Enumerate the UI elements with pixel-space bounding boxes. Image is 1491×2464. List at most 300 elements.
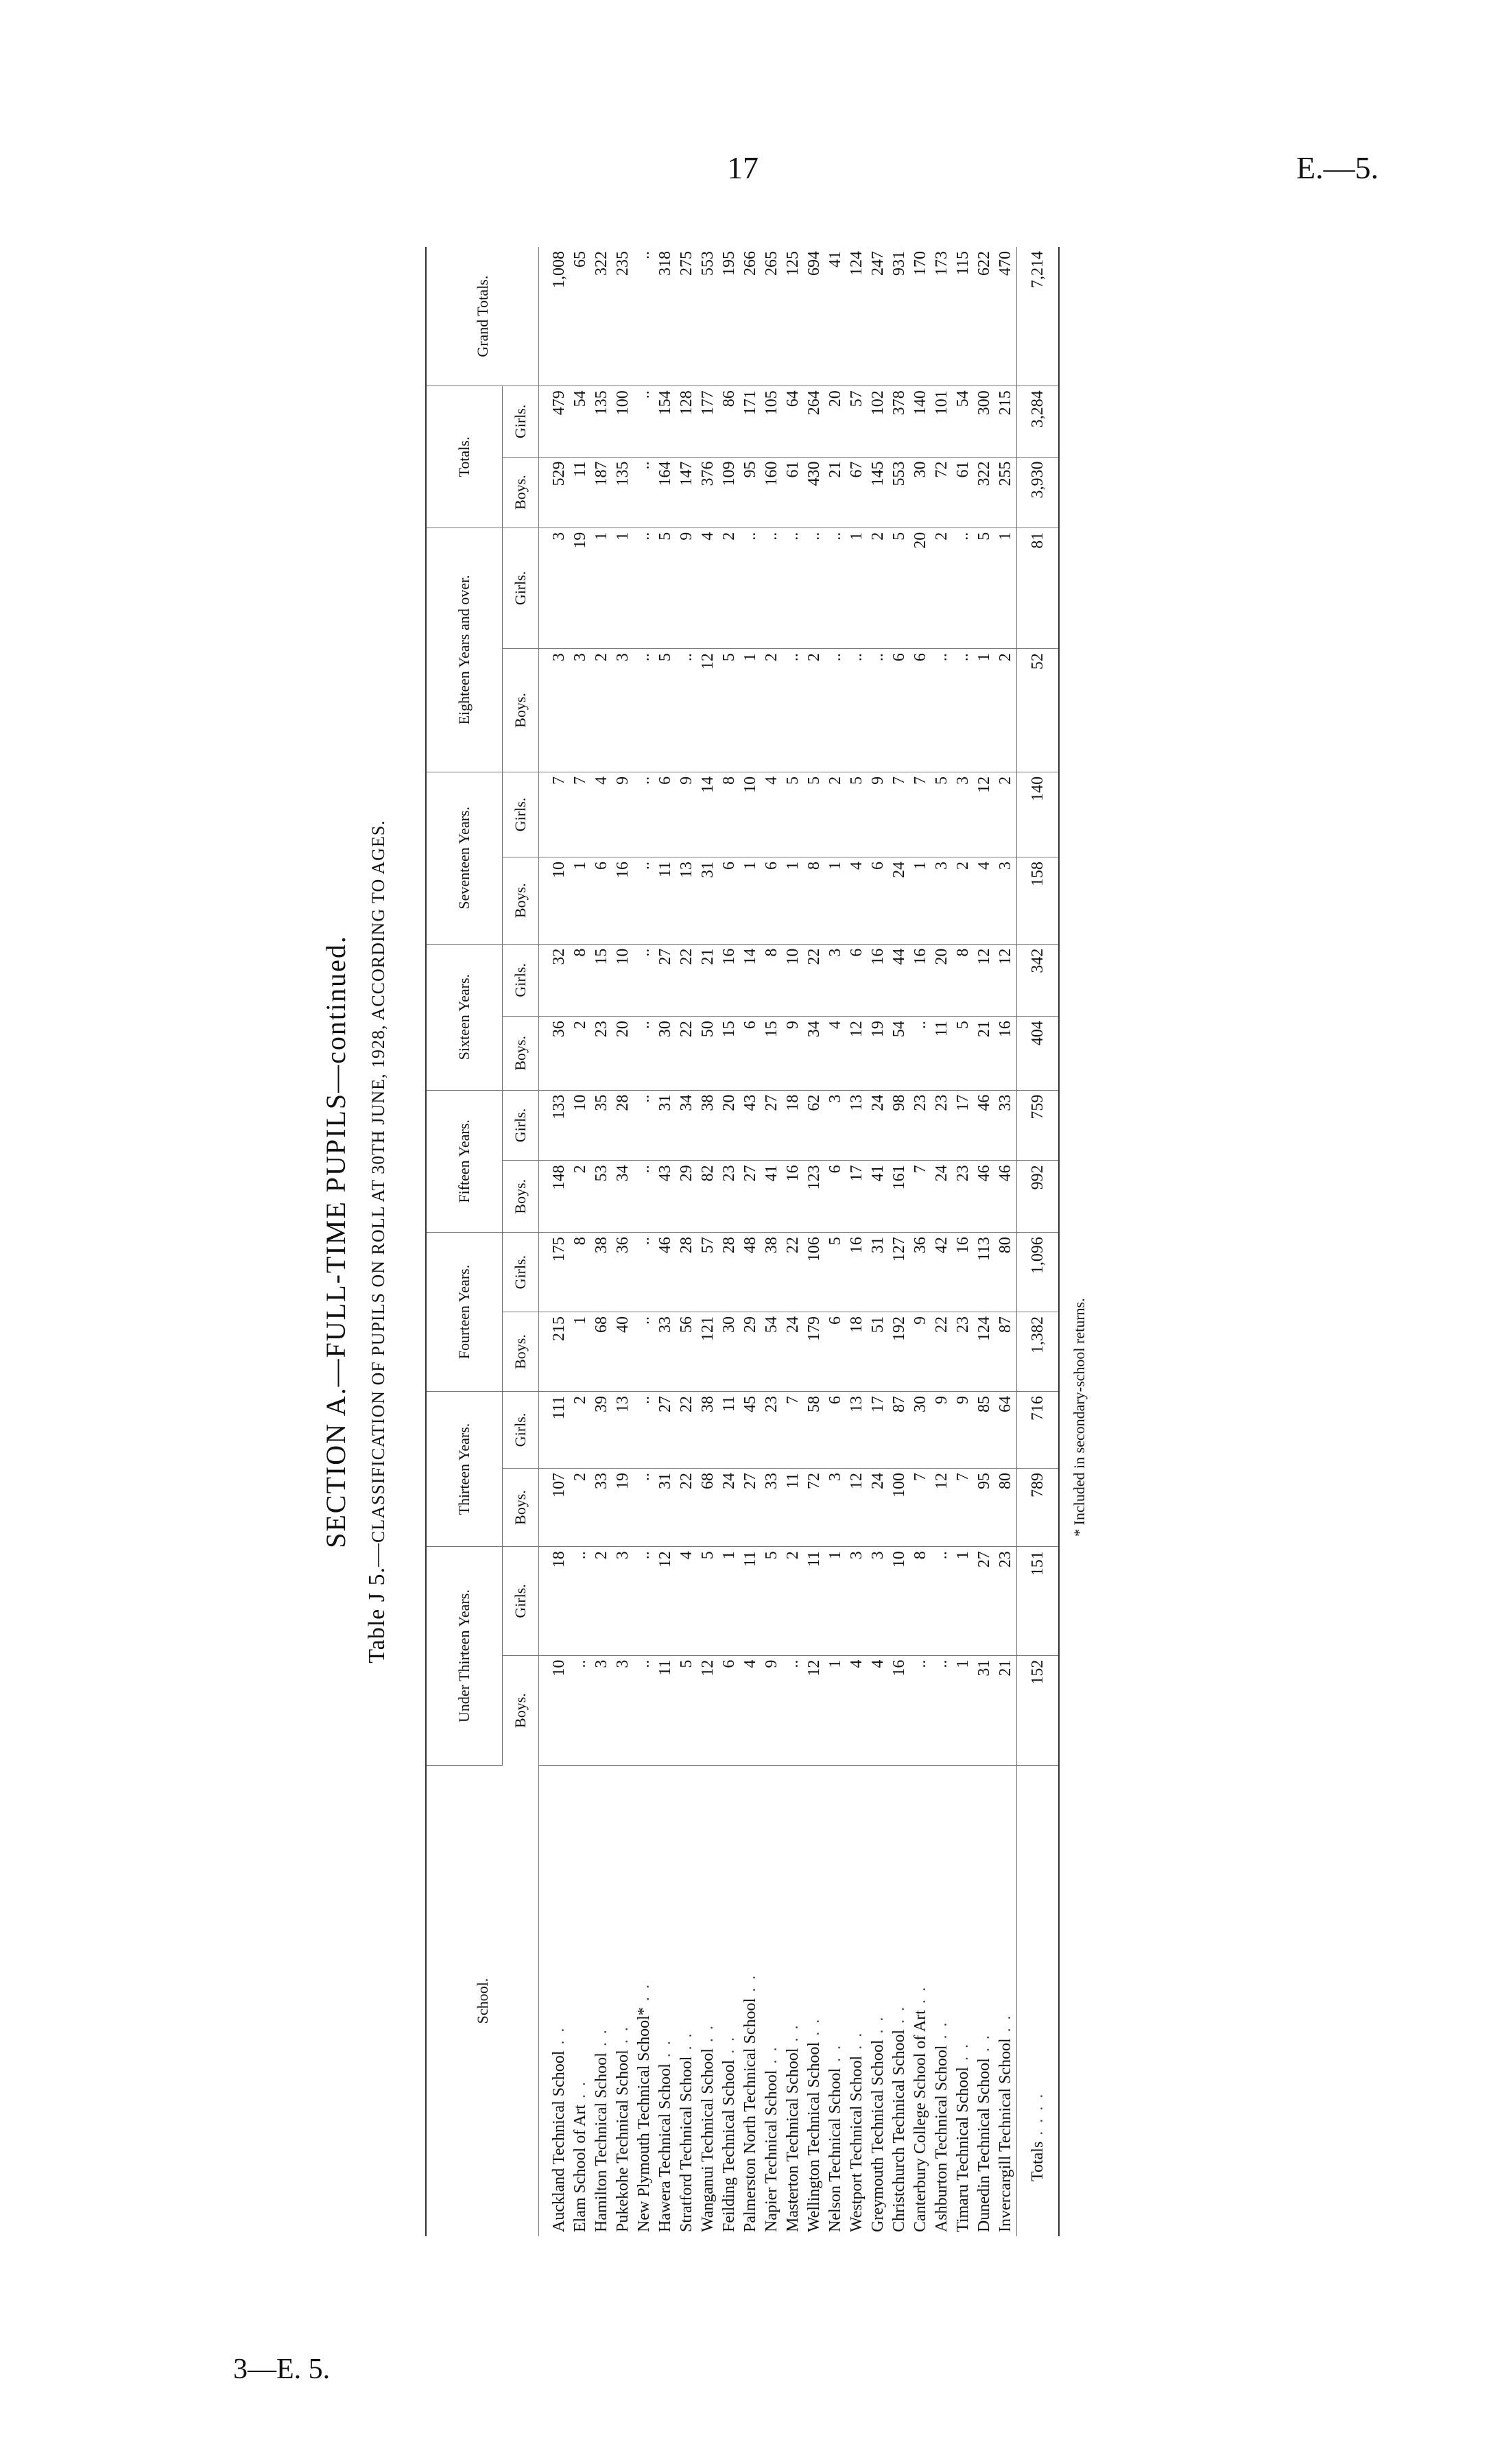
leader-dots: . . (784, 2023, 802, 2048)
value-cell: 1 (719, 1547, 740, 1655)
table-row (846, 247, 868, 2236)
value-cell: .. (825, 649, 846, 772)
value-cell: 6 (719, 857, 740, 945)
value-cell: 61 (783, 457, 804, 528)
table-row (974, 247, 995, 2236)
value-cell: 95 (974, 1468, 995, 1546)
table-row (676, 247, 697, 2236)
leader-dots: . . . . (1028, 2092, 1047, 2142)
value-cell: 175 (539, 1233, 571, 1312)
value-cell: .. (570, 1547, 591, 1655)
value-cell: 158 (1017, 857, 1060, 945)
value-cell: 23 (953, 1161, 974, 1233)
grand-total-cell: 1,008 (539, 247, 571, 386)
value-cell: 30 (655, 1017, 676, 1091)
value-cell: 9 (676, 528, 697, 648)
value-cell: 27 (974, 1547, 995, 1655)
value-cell: 161 (889, 1161, 910, 1233)
girls-header: Girls. (503, 386, 539, 457)
school-name-text: Totals (1028, 2141, 1047, 2181)
value-cell: 135 (612, 457, 634, 528)
grand-total-cell: 170 (910, 247, 931, 386)
value-cell: 8 (570, 944, 591, 1017)
school-name-text: Pukekohe Technical School (614, 2050, 632, 2232)
value-cell: .. (634, 1233, 655, 1312)
value-cell: 44 (889, 944, 910, 1017)
table-row (591, 247, 612, 2236)
value-cell: 5 (719, 649, 740, 772)
school-name (868, 1766, 889, 2237)
value-cell: 22 (783, 1233, 804, 1312)
value-cell: 7 (539, 772, 571, 857)
value-cell: 140 (910, 386, 931, 457)
school-name (783, 1766, 804, 2237)
school-name (591, 1766, 612, 2237)
value-cell: 3 (612, 1655, 634, 1765)
value-cell: 3,930 (1017, 457, 1060, 528)
value-cell: 22 (676, 1468, 697, 1546)
value-cell: 31 (655, 1468, 676, 1546)
value-cell: 2 (761, 649, 783, 772)
value-cell: 171 (740, 386, 761, 457)
value-cell: 1,096 (1017, 1233, 1060, 1312)
footnote: * Included in secondary-school returns. (1071, 1298, 1088, 1537)
leader-dots: . . (890, 2004, 908, 2030)
value-cell: 3 (570, 649, 591, 772)
value-cell: .. (783, 649, 804, 772)
value-cell: 127 (889, 1233, 910, 1312)
value-cell: 21 (995, 1655, 1017, 1765)
value-cell: .. (634, 1161, 655, 1233)
table-row (931, 247, 953, 2236)
value-cell: 21 (825, 457, 846, 528)
school-header: School. (426, 1766, 539, 2237)
school-name-text: Feilding Technical School (720, 2059, 738, 2232)
value-cell: 16 (953, 1233, 974, 1312)
school-name (931, 1766, 953, 2237)
age-classification-table (425, 247, 1060, 2236)
school-name-text: Palmerston North Technical School (741, 1998, 759, 2232)
school-name-text: Christchurch Technical School (890, 2029, 908, 2232)
value-cell: 179 (804, 1312, 825, 1392)
value-cell: 11 (931, 1017, 953, 1091)
value-cell: 86 (719, 386, 740, 457)
grand-total-cell: 235 (612, 247, 634, 386)
value-cell: 28 (612, 1090, 634, 1161)
value-cell: 12 (697, 649, 719, 772)
value-cell: 20 (931, 944, 953, 1017)
grand-totals-header: Grand Totals. (426, 247, 539, 386)
value-cell: 2 (953, 857, 974, 945)
value-cell: .. (931, 1547, 953, 1655)
value-cell: 12 (846, 1468, 868, 1546)
table-row (740, 247, 761, 2236)
school-name (889, 1766, 910, 2237)
value-cell: 43 (740, 1090, 761, 1161)
value-cell: 101 (931, 386, 953, 457)
value-cell: 105 (761, 386, 783, 457)
value-cell: 27 (740, 1468, 761, 1546)
leader-dots: . . (571, 2080, 589, 2105)
value-cell: 36 (612, 1233, 634, 1312)
table-row (995, 247, 1017, 2236)
value-cell: 16 (846, 1233, 868, 1312)
value-cell: 529 (539, 457, 571, 528)
value-cell: 6 (825, 1312, 846, 1392)
school-name-text: Auckland Technical School (550, 2050, 568, 2232)
value-cell: 30 (910, 457, 931, 528)
grand-total-cell: 247 (868, 247, 889, 386)
value-cell: 121 (697, 1312, 719, 1392)
value-cell: 107 (539, 1468, 571, 1546)
value-cell: 9 (931, 1391, 953, 1468)
value-cell: 19 (868, 1017, 889, 1091)
table-row (761, 247, 783, 2236)
value-cell: 35 (591, 1090, 612, 1161)
table-row (655, 247, 676, 2236)
value-cell: 2 (570, 1468, 591, 1546)
grand-total-cell: 275 (676, 247, 697, 386)
grand-total-cell: 7,214 (1017, 247, 1060, 386)
school-name-text: Greymouth Technical School (869, 2039, 887, 2232)
value-cell: 164 (655, 457, 676, 528)
value-cell: 38 (697, 1391, 719, 1468)
value-cell: 34 (804, 1017, 825, 1091)
boys-header: Boys. (503, 1161, 539, 1233)
value-cell: 22 (676, 1017, 697, 1091)
value-cell: 135 (591, 386, 612, 457)
value-cell: 14 (740, 944, 761, 1017)
value-cell: 28 (676, 1233, 697, 1312)
value-cell: 147 (676, 457, 697, 528)
girls-header: Girls. (503, 944, 539, 1017)
school-name (910, 1766, 931, 2237)
value-cell: 10 (570, 1090, 591, 1161)
value-cell: 430 (804, 457, 825, 528)
school-name (974, 1766, 995, 2237)
value-cell: 24 (868, 1090, 889, 1161)
value-cell: 11 (740, 1547, 761, 1655)
grand-total-cell: 65 (570, 247, 591, 386)
value-cell: 123 (804, 1161, 825, 1233)
value-cell: 68 (697, 1468, 719, 1546)
value-cell: 255 (995, 457, 1017, 528)
grand-total-cell: 931 (889, 247, 910, 386)
value-cell: .. (634, 1090, 655, 1161)
value-cell: .. (634, 1655, 655, 1765)
value-cell: .. (953, 528, 974, 648)
school-name (953, 1766, 974, 2237)
school-name-text: Hamilton Technical School (593, 2052, 610, 2232)
value-cell: 152 (1017, 1655, 1060, 1765)
value-cell: 2 (570, 1017, 591, 1091)
school-name-text: Wanganui Technical School (699, 2048, 717, 2232)
value-cell: 145 (868, 457, 889, 528)
value-cell: 553 (889, 457, 910, 528)
value-cell: 15 (591, 944, 612, 1017)
value-cell: 187 (591, 457, 612, 528)
value-cell: 68 (591, 1312, 612, 1392)
value-cell: 7 (889, 772, 910, 857)
value-cell: 36 (539, 1017, 571, 1091)
value-cell: 1 (740, 649, 761, 772)
value-cell: 5 (846, 772, 868, 857)
value-cell: 29 (740, 1312, 761, 1392)
value-cell: .. (634, 857, 655, 945)
value-cell: 15 (719, 1017, 740, 1091)
value-cell: 54 (889, 1017, 910, 1091)
value-cell: 33 (655, 1312, 676, 1392)
value-cell: 42 (931, 1233, 953, 1312)
school-name-text: Elam School of Art (571, 2105, 589, 2232)
value-cell: 12 (931, 1468, 953, 1546)
value-cell: 3 (612, 1547, 634, 1655)
value-cell: 5 (804, 772, 825, 857)
leader-dots: . . (933, 2020, 951, 2046)
totals-row (1017, 247, 1060, 2236)
value-cell: 67 (846, 457, 868, 528)
value-cell: 7 (910, 1161, 931, 1233)
value-cell: 1 (846, 528, 868, 648)
school-name (612, 1766, 634, 2237)
leader-dots: . . (593, 2028, 610, 2053)
value-cell: 992 (1017, 1161, 1060, 1233)
value-cell: 46 (974, 1090, 995, 1161)
value-cell: 109 (719, 457, 740, 528)
table-row (804, 247, 825, 2236)
group-header: Under Thirteen Years. (426, 1547, 503, 1766)
page-number: 17 (727, 150, 759, 185)
value-cell: 2 (995, 772, 1017, 857)
value-cell: 4 (676, 1547, 697, 1655)
value-cell: .. (634, 457, 655, 528)
value-cell: 3 (825, 1468, 846, 1546)
leader-dots: . . (848, 2030, 866, 2056)
value-cell: 48 (740, 1233, 761, 1312)
girls-header: Girls. (503, 1233, 539, 1312)
group-header: Fifteen Years. (426, 1090, 503, 1232)
value-cell: 3 (539, 649, 571, 772)
value-cell: 21 (974, 1017, 995, 1091)
value-cell: 10 (740, 772, 761, 857)
value-cell: 20 (825, 386, 846, 457)
value-cell: 9 (910, 1312, 931, 1392)
value-cell: 3,284 (1017, 386, 1060, 457)
value-cell: 300 (974, 386, 995, 457)
value-cell: 4 (825, 1017, 846, 1091)
school-name (761, 1766, 783, 2237)
grand-total-cell: 125 (783, 247, 804, 386)
table-body (539, 247, 1060, 2236)
school-name-text: Canterbury College School of Art (911, 2010, 929, 2232)
value-cell: 716 (1017, 1391, 1060, 1468)
value-cell: .. (761, 528, 783, 648)
value-cell: .. (634, 528, 655, 648)
value-cell: 11 (655, 1655, 676, 1765)
value-cell: 12 (995, 944, 1017, 1017)
value-cell: 9 (761, 1655, 783, 1765)
value-cell: 4 (740, 1655, 761, 1765)
value-cell: 789 (1017, 1468, 1060, 1546)
value-cell: 4 (591, 772, 612, 857)
school-name-text: Masterton Technical School (784, 2048, 802, 2232)
value-cell: 1 (953, 1547, 974, 1655)
value-cell: 54 (953, 386, 974, 457)
boys-header: Boys. (503, 649, 539, 772)
value-cell: 479 (539, 386, 571, 457)
value-cell: 57 (846, 386, 868, 457)
value-cell: 58 (804, 1391, 825, 1468)
section-title: SECTION A.—FULL-TIME PUPILS—continued. (320, 935, 351, 1548)
girls-header: Girls. (503, 772, 539, 857)
school-name-text: Nelson Technical School (826, 2068, 844, 2232)
value-cell: 6 (868, 857, 889, 945)
value-cell: 11 (570, 457, 591, 528)
table-row (612, 247, 634, 2236)
leader-dots: . . (635, 1982, 653, 2008)
value-cell: 124 (974, 1312, 995, 1392)
value-cell: 39 (591, 1391, 612, 1468)
value-cell: 5 (761, 1547, 783, 1655)
school-name (634, 1766, 655, 2237)
value-cell: 9 (676, 772, 697, 857)
value-cell: 1 (740, 857, 761, 945)
value-cell: 17 (953, 1090, 974, 1161)
value-cell: 6 (889, 649, 910, 772)
value-cell: 1 (783, 857, 804, 945)
boys-header: Boys. (503, 857, 539, 945)
value-cell: 133 (539, 1090, 571, 1161)
value-cell: 36 (910, 1233, 931, 1312)
value-cell: 24 (719, 1468, 740, 1546)
school-name-text: Invercargill Technical School (997, 2038, 1014, 2232)
value-cell: .. (953, 649, 974, 772)
grand-total-cell: 173 (931, 247, 953, 386)
value-cell: 11 (783, 1468, 804, 1546)
value-cell: 43 (655, 1161, 676, 1233)
value-cell: 100 (889, 1468, 910, 1546)
table-row (697, 247, 719, 2236)
value-cell: .. (804, 528, 825, 648)
value-cell: 6 (591, 857, 612, 945)
grand-total-cell: 318 (655, 247, 676, 386)
school-name (825, 1766, 846, 2237)
value-cell: 5 (931, 772, 953, 857)
value-cell: 12 (655, 1547, 676, 1655)
value-cell: 22 (676, 1391, 697, 1468)
value-cell: 33 (995, 1090, 1017, 1161)
leader-dots: . . (720, 2035, 738, 2060)
table-title (357, 247, 398, 2236)
group-header: Eighteen Years and over. (426, 528, 503, 772)
value-cell: 61 (953, 457, 974, 528)
value-cell: 23 (591, 1017, 612, 1091)
value-cell: 8 (953, 944, 974, 1017)
value-cell: 1 (953, 1655, 974, 1765)
grand-total-cell: 265 (761, 247, 783, 386)
value-cell: 33 (761, 1468, 783, 1546)
value-cell: 4 (846, 1655, 868, 1765)
girls-header: Girls. (503, 528, 539, 648)
page-code-top: E.—5. (1296, 150, 1379, 185)
value-cell: 13 (676, 857, 697, 945)
value-cell: 7 (570, 772, 591, 857)
value-cell: 7 (910, 772, 931, 857)
grand-total-cell: 322 (591, 247, 612, 386)
value-cell: 5 (697, 1547, 719, 1655)
value-cell: 4 (868, 1655, 889, 1765)
value-cell: 148 (539, 1161, 571, 1233)
school-name-text: Westport Technical School (848, 2055, 866, 2232)
value-cell: 31 (655, 1090, 676, 1161)
rotated-table-block (315, 247, 1276, 2236)
value-cell: 19 (570, 528, 591, 648)
value-cell: 29 (676, 1161, 697, 1233)
value-cell: .. (931, 1655, 953, 1765)
value-cell: 5 (825, 1233, 846, 1312)
value-cell: 1 (995, 528, 1017, 648)
value-cell: 34 (676, 1090, 697, 1161)
grand-total-cell: 124 (846, 247, 868, 386)
value-cell: 6 (825, 1161, 846, 1233)
value-cell: 53 (591, 1161, 612, 1233)
page-code-bottom: 3—E. 5. (233, 2354, 331, 2385)
value-cell: 31 (974, 1655, 995, 1765)
table-row (634, 247, 655, 2236)
value-cell: 404 (1017, 1017, 1060, 1091)
value-cell: 51 (868, 1312, 889, 1392)
value-cell: 4 (697, 528, 719, 648)
group-header: Thirteen Years. (426, 1391, 503, 1546)
value-cell: .. (931, 649, 953, 772)
value-cell: 4 (974, 857, 995, 945)
value-cell: 13 (612, 1391, 634, 1468)
grand-total-cell: 195 (719, 247, 740, 386)
value-cell: 3 (612, 649, 634, 772)
leader-dots: . . (699, 2024, 717, 2049)
value-cell: 18 (846, 1312, 868, 1392)
boys-header: Boys. (503, 1468, 539, 1546)
girls-header: Girls. (503, 1547, 539, 1655)
value-cell: 80 (995, 1468, 1017, 1546)
value-cell: 23 (953, 1312, 974, 1392)
value-cell: .. (634, 1312, 655, 1392)
value-cell: 9 (868, 772, 889, 857)
value-cell: 8 (804, 857, 825, 945)
school-name (846, 1766, 868, 2237)
value-cell: 8 (761, 944, 783, 1017)
school-name-text: Hawera Technical School (656, 2063, 674, 2232)
value-cell: 10 (539, 857, 571, 945)
value-cell: 80 (995, 1233, 1017, 1312)
value-cell: 160 (761, 457, 783, 528)
value-cell: .. (634, 1547, 655, 1655)
value-cell: 16 (612, 857, 634, 945)
school-name-text: Napier Technical School (763, 2070, 780, 2232)
table-row (783, 247, 804, 2236)
value-cell: .. (846, 649, 868, 772)
value-cell: 376 (697, 457, 719, 528)
value-cell: 22 (676, 944, 697, 1017)
value-cell: 100 (612, 386, 634, 457)
value-cell: 64 (783, 386, 804, 457)
value-cell: 12 (697, 1655, 719, 1765)
value-cell: 154 (655, 386, 676, 457)
school-name (804, 1766, 825, 2237)
table-row (570, 247, 591, 2236)
value-cell: 215 (995, 386, 1017, 457)
value-cell: 7 (783, 1391, 804, 1468)
